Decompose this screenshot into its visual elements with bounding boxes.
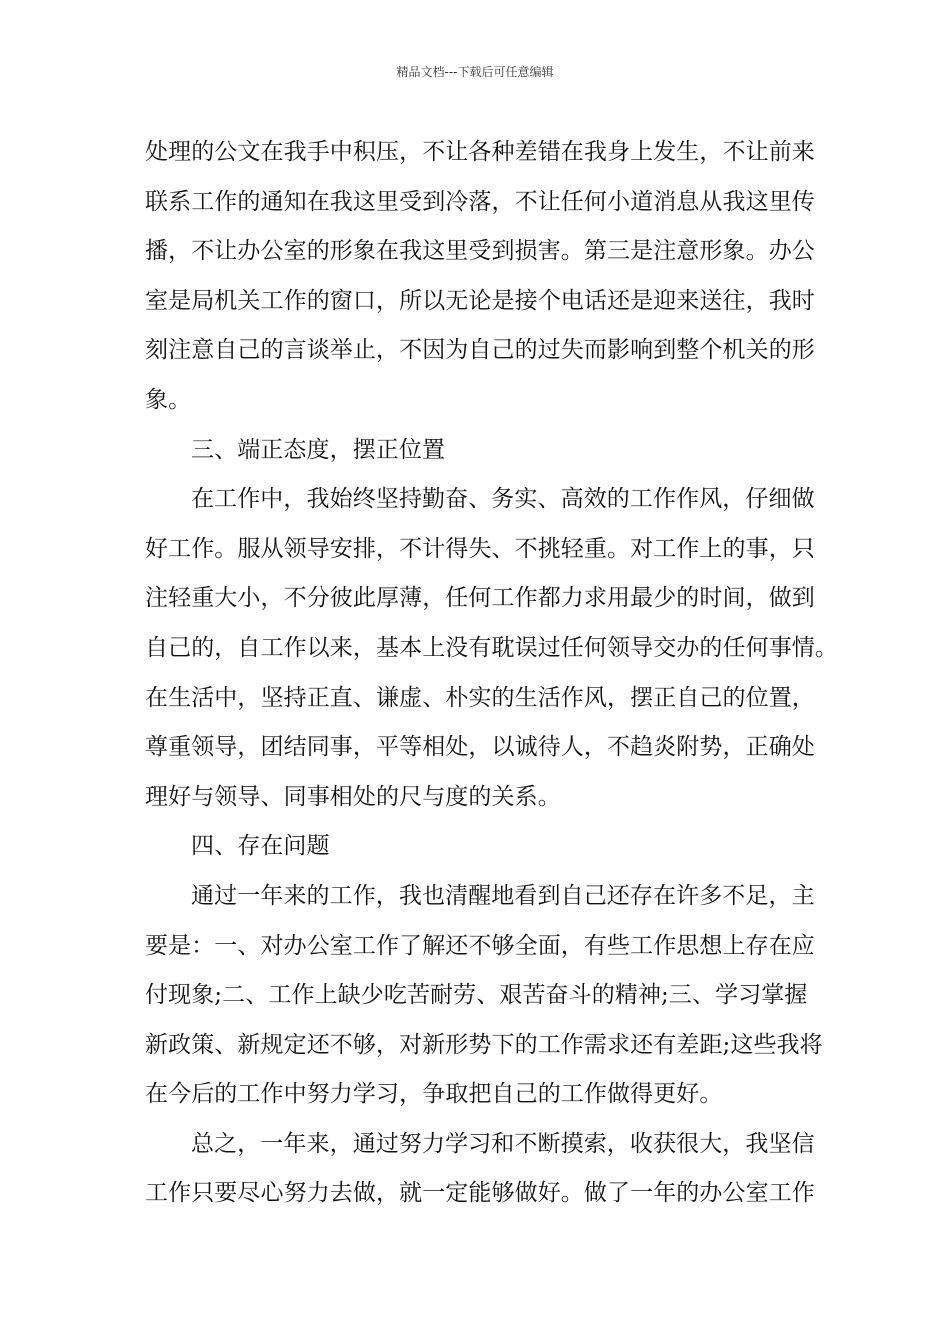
text-line: 注轻重大小，不分彼此厚薄，任何工作都力求用最少的时间，做到 [145, 585, 815, 612]
section-heading: 三、端正态度，摆正位置 [191, 436, 446, 463]
text-line: 在今后的工作中努力学习，争取把自己的工作做得更好。 [145, 1081, 723, 1108]
document-body [145, 128, 838, 1219]
text-line: 刻注意自己的言谈举止，不因为自己的过失而影响到整个机关的形 [145, 337, 815, 364]
text-line: 工作只要尽心努力去做，就一定能够做好。做了一年的办公室工作 [145, 1180, 815, 1207]
text-line: 新政策、新规定还不够，对新形势下的工作需求还有差距;这些我将 [145, 1031, 823, 1058]
text-line: 室是局机关工作的窗口，所以无论是接个电话还是迎来送往，我时 [145, 287, 815, 314]
section-heading: 四、存在问题 [191, 833, 330, 860]
text-line: 尊重领导，团结同事，平等相处，以诚待人，不趋炎附势，正确处 [145, 734, 815, 761]
text-line: 好工作。服从领导安排，不计得失、不挑轻重。对工作上的事，只 [145, 535, 815, 562]
text-line: 付现象;二、工作上缺少吃苦耐劳、艰苦奋斗的精神;三、学习掌握 [145, 982, 808, 1009]
text-line: 在生活中，坚持正直、谦虚、朴实的生活作风，摆正自己的位置， [145, 684, 815, 711]
text-line: 处理的公文在我手中积压，不让各种差错在我身上发生，不让前来 [145, 139, 815, 165]
text-line: 自己的，自工作以来，基本上没有耽误过任何领导交办的任何事情。 [145, 634, 838, 661]
page-header: 精品文档---下载后可任意编辑 [396, 65, 554, 79]
text-line: 在工作中，我始终坚持勤奋、务实、高效的工作作风，仔细做 [191, 486, 815, 513]
text-line: 象。 [145, 386, 192, 413]
text-line: 理好与领导、同事相处的尺与度的关系。 [145, 783, 561, 810]
text-line: 播，不让办公室的形象在我这里受到损害。第三是注意形象。办公 [145, 238, 815, 265]
text-line: 通过一年来的工作，我也清醒地看到自己还存在许多不足，主 [191, 882, 815, 909]
text-line: 联系工作的通知在我这里受到冷落，不让任何小道消息从我这里传 [145, 188, 815, 215]
text-line: 总之，一年来，通过努力学习和不断摸索，收获很大，我坚信 [191, 1130, 815, 1157]
text-line: 要是：一、对办公室工作了解还不够全面，有些工作思想上存在应 [145, 932, 815, 959]
